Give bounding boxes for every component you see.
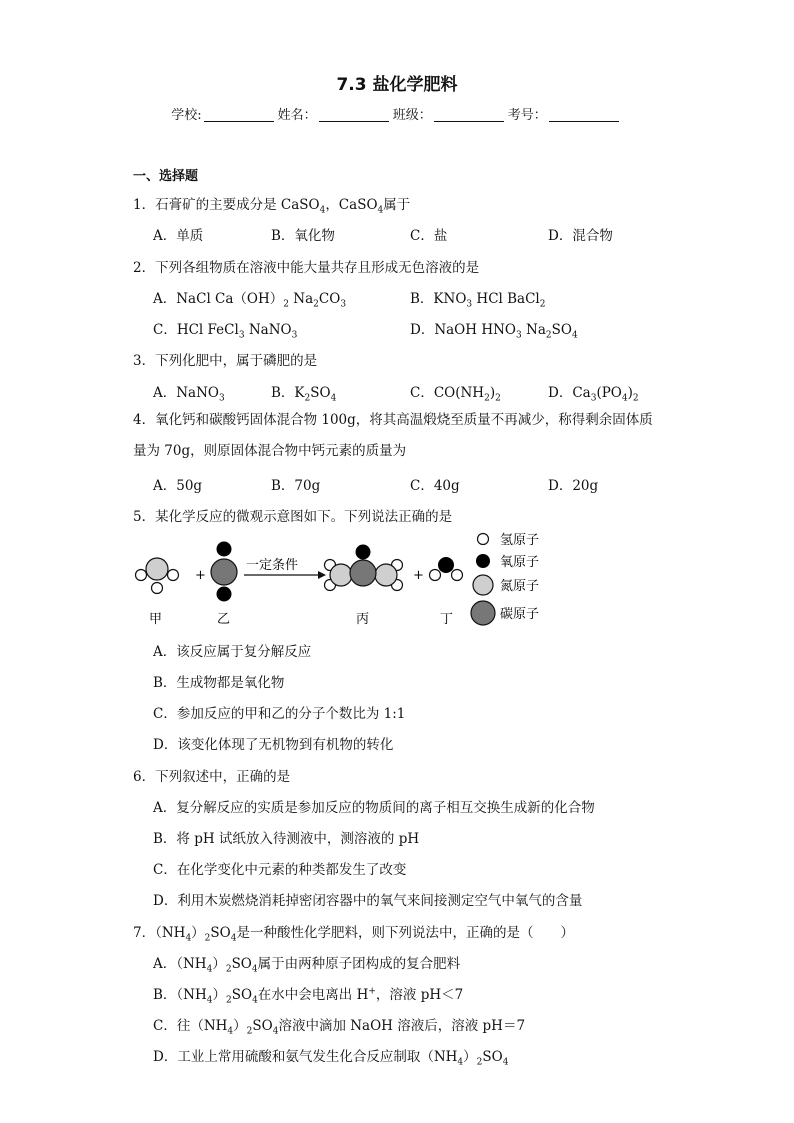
question-4-option-d[interactable]: D．20g bbox=[548, 478, 599, 494]
question-7-option-b[interactable]: B．$(NH_4)_2SO_4$在水中会电离出 H+，溶液 pH＜7 bbox=[153, 986, 464, 1006]
class-label: 班级： bbox=[392, 108, 432, 123]
question-5-stem: 5．某化学反应的微观示意图如下。下列说法正确的是 bbox=[133, 509, 453, 525]
question-1-option-c[interactable]: C．盐 bbox=[410, 228, 448, 244]
legend-c-icon bbox=[471, 601, 495, 625]
o-atom-icon bbox=[438, 557, 454, 573]
molecule-bing bbox=[325, 545, 403, 591]
legend-n-label: 氮原子 bbox=[500, 579, 540, 594]
question-4-option-b[interactable]: B．70g bbox=[271, 478, 321, 494]
question-6-option-b[interactable]: B．将 pH 试纸放入待测液中，测溶液的 pH bbox=[153, 831, 420, 847]
legend-n-icon bbox=[473, 575, 493, 595]
label-yi: 乙 bbox=[217, 612, 231, 627]
question-5-option-a[interactable]: A．该反应属于复分解反应 bbox=[153, 644, 312, 660]
question-1-option-b[interactable]: B．氧化物 bbox=[271, 228, 335, 244]
reaction-condition: 一定条件 bbox=[246, 558, 299, 573]
question-6-stem: 6．下列叙述中，正确的是 bbox=[133, 769, 291, 785]
legend-o-icon bbox=[476, 554, 490, 568]
h-atom-icon bbox=[168, 570, 179, 581]
question-2-option-d[interactable]: D．NaOH $HNO_3$ $Na_2SO_4$ bbox=[410, 322, 578, 341]
question-5-option-c[interactable]: C．参加反应的甲和乙的分子个数比为 1:1 bbox=[153, 706, 406, 722]
name-label: 姓名： bbox=[277, 108, 317, 123]
reaction-diagram bbox=[0, 532, 794, 632]
number-blank[interactable] bbox=[549, 108, 619, 122]
o-atom-icon bbox=[217, 542, 232, 557]
question-2-option-c[interactable]: C．HCl FeCl$_3$ NaNO$_3$ bbox=[153, 322, 298, 341]
o-atom-icon bbox=[356, 545, 371, 560]
plus-sign-1: + bbox=[195, 568, 206, 583]
n-atom-icon bbox=[375, 564, 397, 586]
h-atom-icon bbox=[152, 583, 163, 594]
question-2-option-a[interactable]: A．NaCl $Ca(OH)_2$ $Na_2CO_3$ bbox=[153, 291, 347, 310]
question-3-option-d[interactable]: D．$Ca_3(PO_4)_2$ bbox=[548, 385, 639, 404]
page-title: 7.3 盐化学肥料 bbox=[336, 75, 458, 95]
n-atom-icon bbox=[146, 558, 168, 580]
h-atom-icon bbox=[136, 570, 147, 581]
question-6-option-d[interactable]: D．利用木炭燃烧消耗掉密闭容器中的氧气来间接测定空气中氧气的含量 bbox=[153, 893, 583, 909]
student-info-line bbox=[0, 104, 794, 123]
question-7-option-a[interactable]: A．$(NH_4)_2SO_4$属于由两种原子团构成的复合肥料 bbox=[153, 956, 461, 975]
c-atom-icon bbox=[211, 559, 237, 585]
molecule-yi bbox=[211, 542, 237, 602]
o-atom-icon bbox=[217, 587, 232, 602]
label-ding: 丁 bbox=[440, 612, 454, 627]
question-6-option-c[interactable]: C．在化学变化中元素的种类都发生了改变 bbox=[153, 862, 407, 878]
h-atom-icon bbox=[452, 570, 463, 581]
question-3-stem: 3．下列化肥中，属于磷肥的是 bbox=[133, 353, 318, 369]
question-4-stem: 4．氧化钙和碳酸钙固体混合物 100g，将其高温煅烧至质量不再减少，称得剩余固体质量为 70g，则原固体混合物中钙元素的质量为 bbox=[133, 412, 653, 459]
question-4-option-c[interactable]: C．40g bbox=[410, 478, 460, 494]
label-bing: 丙 bbox=[356, 612, 370, 627]
molecule-ding bbox=[430, 557, 463, 581]
legend-o-label: 氧原子 bbox=[500, 555, 540, 570]
legend-c-label: 碳原子 bbox=[500, 607, 540, 622]
number-label: 考号： bbox=[507, 108, 547, 123]
question-1-option-d[interactable]: D．混合物 bbox=[548, 228, 613, 244]
molecule-jia bbox=[136, 558, 179, 594]
school-label: 学校: bbox=[171, 108, 202, 123]
question-5-option-d[interactable]: D．该变化体现了无机物到有机物的转化 bbox=[153, 737, 394, 753]
question-1-stem: 1．石膏矿的主要成分是 CaSO$_4$，CaSO$_4$属于 bbox=[133, 197, 411, 216]
school-blank[interactable] bbox=[204, 108, 274, 122]
name-blank[interactable] bbox=[319, 108, 389, 122]
question-7-option-c[interactable]: C．往$(NH_4)_2SO_4$溶液中滴加 NaOH 溶液后，溶液 pH＝7 bbox=[153, 1018, 526, 1037]
diagram-legend bbox=[471, 533, 539, 625]
question-4-option-a[interactable]: A．50g bbox=[153, 478, 203, 494]
question-2-stem: 2．下列各组物质在溶液中能大量共存且形成无色溶液的是 bbox=[133, 260, 480, 276]
question-2-option-b[interactable]: B．$KNO_3$ HCl BaCl$_2$ bbox=[410, 291, 546, 310]
question-5-option-b[interactable]: B．生成物都是氧化物 bbox=[153, 675, 285, 691]
question-3-option-a[interactable]: A．NaNO$_3$ bbox=[153, 385, 225, 404]
legend-h-icon bbox=[478, 534, 489, 545]
legend-h-label: 氢原子 bbox=[500, 533, 540, 548]
question-7-option-d[interactable]: D．工业上常用硫酸和氨气发生化合反应制取$(NH_4)_2SO_4$ bbox=[153, 1049, 509, 1068]
class-blank[interactable] bbox=[434, 108, 504, 122]
section-heading: 一、选择题 bbox=[133, 169, 199, 184]
question-1-option-a[interactable]: A．单质 bbox=[153, 228, 204, 244]
question-6-option-a[interactable]: A．复分解反应的实质是参加反应的物质间的离子相互交换生成新的化合物 bbox=[153, 800, 595, 816]
arrow-head-icon bbox=[318, 571, 326, 579]
c-atom-icon bbox=[350, 560, 376, 586]
question-3-option-c[interactable]: C．$CO(NH_2)_2$ bbox=[410, 385, 501, 404]
h-atom-icon bbox=[430, 570, 441, 581]
n-atom-icon bbox=[330, 564, 352, 586]
question-7-stem: 7．$(NH_4)_2SO_4$是一种酸性化学肥料，则下列说法中，正确的是（ ） bbox=[133, 925, 574, 944]
plus-sign-2: + bbox=[413, 568, 424, 583]
label-jia: 甲 bbox=[149, 612, 163, 627]
question-3-option-b[interactable]: B．$K_2SO_4$ bbox=[271, 385, 337, 404]
